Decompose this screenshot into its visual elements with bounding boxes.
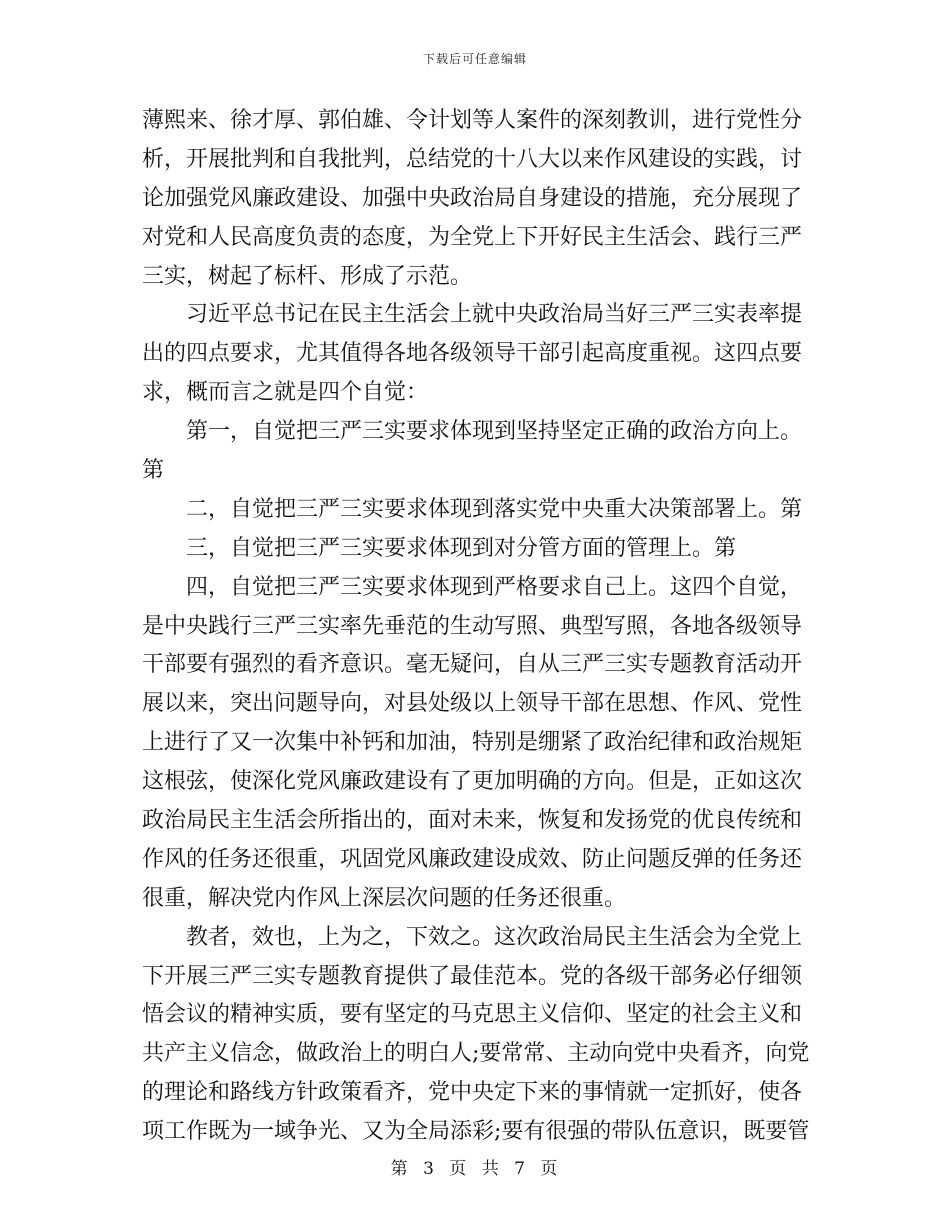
text-line: 项工作既为一域争光、又为全局添彩;要有很强的带队伍意识，既要管 (142, 1119, 810, 1145)
text-line: 三，自觉把三严三实要求体现到对分管方面的管理上。第 (186, 535, 737, 561)
footer-ye-2: 页 (540, 1159, 560, 1179)
text-line: 四，自觉把三严三实要求体现到严格要求自己上。这四个自觉， (186, 574, 803, 600)
text-line: 下开展三严三实专题教育提供了最佳范本。党的各级干部务必仔细领 (142, 963, 803, 989)
page-header-note: 下载后可任意编辑 (422, 52, 527, 66)
current-page-number: 3 (423, 1159, 436, 1179)
text-line: 上进行了又一次集中补钙和加油，特别是绷紧了政治纪律和政治规矩 (142, 730, 803, 756)
footer-ye: 页 (449, 1159, 469, 1179)
text-line: 论加强党风廉政建设、加强中央政治局自身建设的措施，充分展现了 (142, 185, 803, 211)
text-line: 对党和人民高度负责的态度，为全党上下开好民主生活会、践行三严 (142, 224, 803, 250)
page-footer (0, 1154, 950, 1179)
text-line: 政治局民主生活会所指出的，面对未来，恢复和发扬党的优良传统和 (142, 808, 803, 834)
text-line: 悟会议的精神实质，要有坚定的马克思主义信仰、坚定的社会主义和 (142, 1002, 803, 1028)
text-line: 很重，解决党内作风上深层次问题的任务还很重。 (142, 885, 627, 911)
text-line: 习近平总书记在民主生活会上就中央政治局当好三严三实表率提 (186, 302, 803, 328)
text-line: 求，概而言之就是四个自觉： (142, 380, 429, 406)
text-line: 薄熙来、徐才厚、郭伯雄、令计划等人案件的深刻教训，进行党性分 (142, 108, 803, 133)
text-line: 第一，自觉把三严三实要求体现到坚持坚定正确的政治方向上。 (186, 419, 803, 445)
text-line: 二，自觉把三严三实要求体现到落实党中央重大决策部署上。第 (186, 496, 803, 522)
text-line: 这根弦，使深化党风廉政建设有了更加明确的方向。但是，正如这次 (142, 769, 803, 795)
text-line: 干部要有强烈的看齐意识。毫无疑问，自从三严三实专题教育活动开 (142, 652, 803, 678)
text-line: 析，开展批判和自我批判，总结党的十八大以来作风建设的实践，讨 (142, 146, 803, 172)
text-line: 的理论和路线方针政策看齐，党中央定下来的事情就一定抓好，使各 (142, 1080, 803, 1106)
text-line: 三实，树起了标杆、形成了示范。 (142, 263, 473, 289)
text-line: 教者，效也，上为之，下效之。这次政治局民主生活会为全党上 (186, 924, 803, 950)
text-line: 作风的任务还很重，巩固党风廉政建设成效、防止问题反弹的任务还 (142, 846, 803, 872)
text-line: 共产主义信念，做政治上的明白人;要常常、主动向党中央看齐，向党 (142, 1041, 810, 1067)
total-page-number: 7 (514, 1159, 527, 1179)
text-line: 出的四点要求，尤其值得各地各级领导干部引起高度重视。这四点要 (142, 341, 803, 367)
footer-gong: 共 (481, 1159, 501, 1179)
document-body (142, 102, 808, 1152)
text-line: 第 (142, 458, 165, 484)
text-line: 展以来，突出问题导向，对县处级以上领导干部在思想、作风、党性 (142, 691, 803, 717)
text-line: 是中央践行三严三实率先垂范的生动写照、典型写照，各地各级领导 (142, 613, 803, 639)
footer-di: 第 (390, 1159, 410, 1179)
